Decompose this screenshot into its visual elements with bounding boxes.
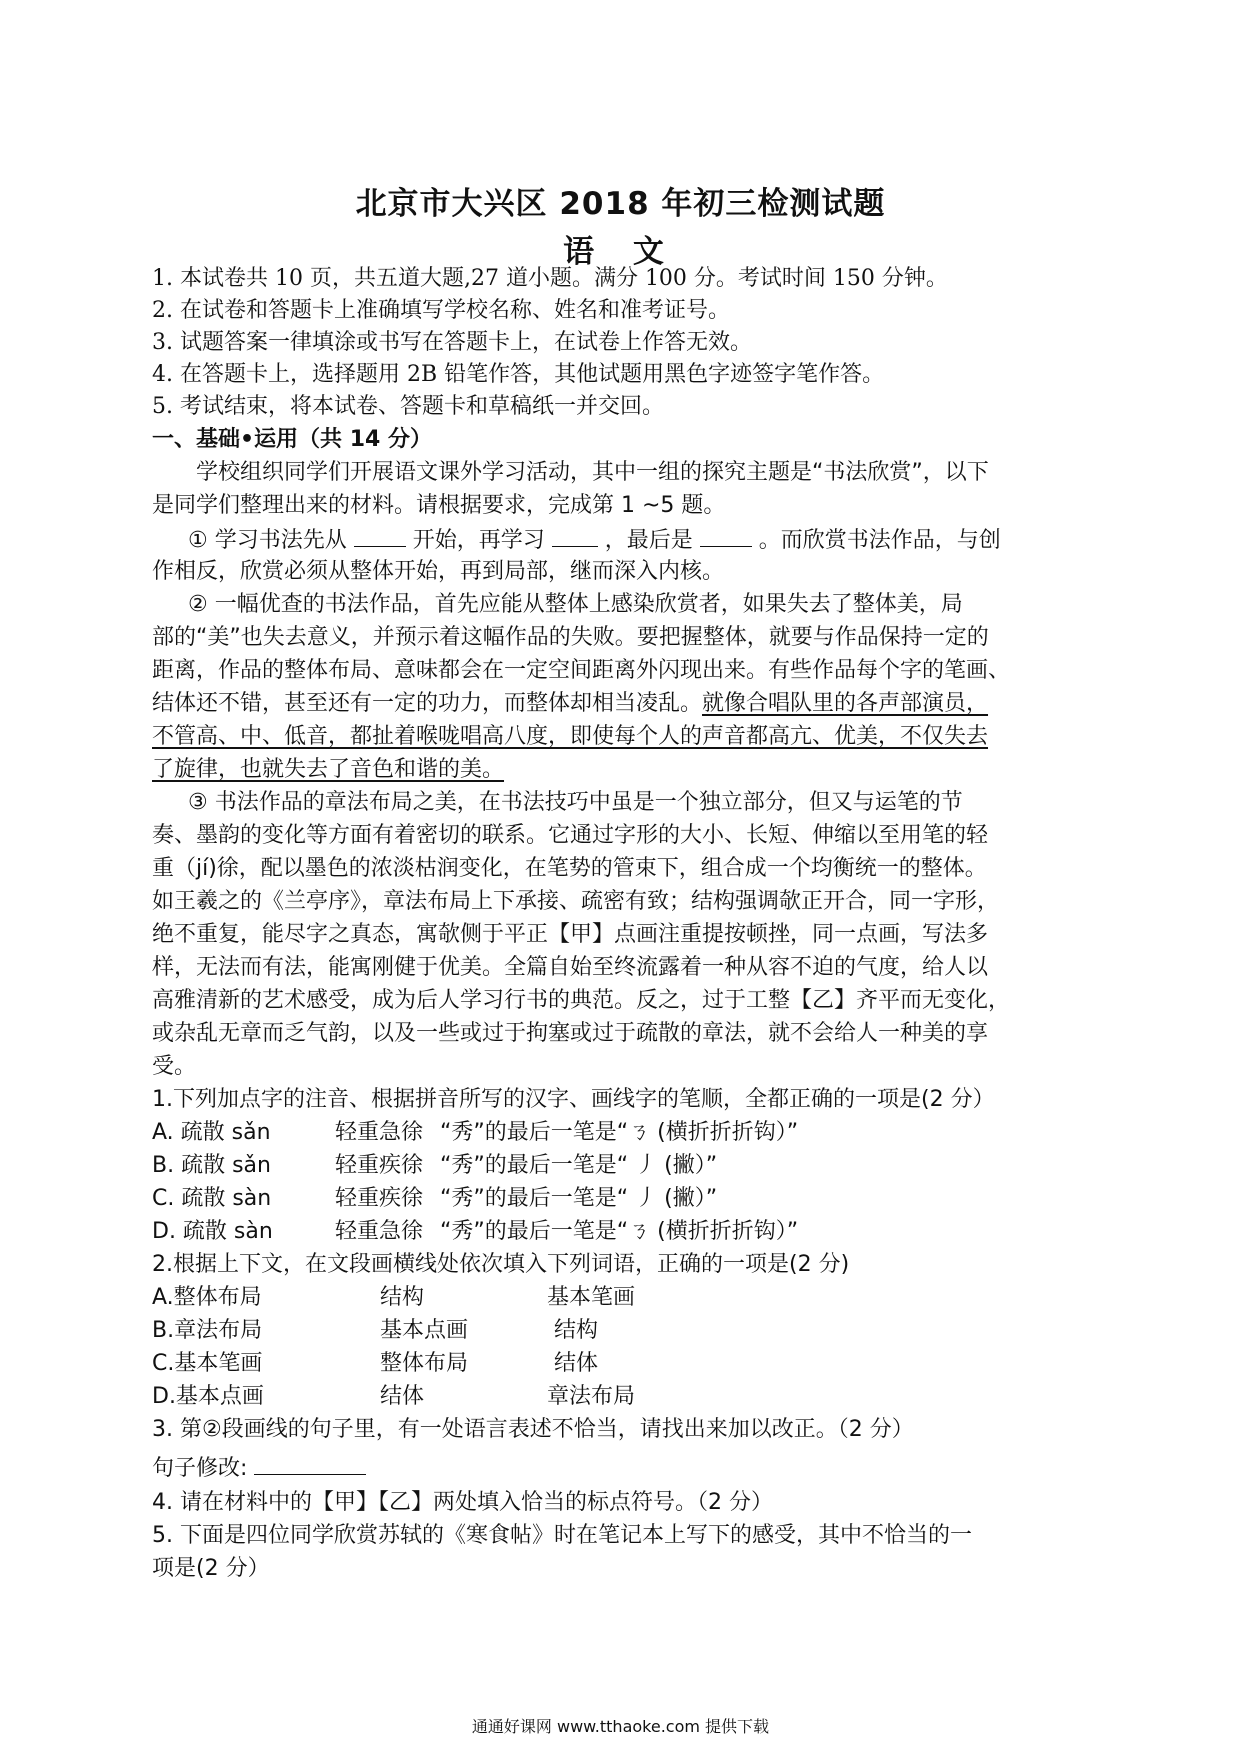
section-heading: 一、基础•运用（共 14 分） [152,427,432,452]
instruction-2: 2. 在试卷和答题卡上准确填写学校名称、姓名和准考证号。 [152,298,730,323]
q1-b-col3: “秀”的最后一笔是“ 丿 (撇）” [440,1153,718,1178]
q2-a-col3: 基本笔画 [547,1285,636,1310]
para2-line-3: 距离，作品的整体布局、意味都会在一定空间距离外闪现出来。有些作品每个字的笔画、 [152,658,1011,683]
para2-line-2: 部的“美”也失去意义，并预示着这幅作品的失败。要把握整体，就要与作品保持一定的 [152,625,989,650]
q1-b-col1: B. 疏散 sǎn [152,1153,271,1178]
q2-c-col2: 整体布局 [380,1351,469,1376]
intro-line-1: 学校组织同学们开展语文课外学习活动，其中一组的探究主题是“书法欣赏”，以下 [196,460,989,485]
para3-line-1: ③ 书法作品的章法布局之美，在书法技巧中虽是一个独立部分，但又与运笔的节 [188,790,963,815]
para2-underlined-line-6: 了旋律，也就失去了音色和谐的美。 [152,757,505,782]
para1-line-1 [188,524,1128,556]
q1-b-col2: 轻重疾徐 [335,1153,424,1178]
q1-d-col2: 轻重急徐 [335,1219,424,1244]
q3-answer-label: 句子修改: [152,1456,248,1481]
q2-b-col1: B.章法布局 [152,1318,263,1343]
q2-b-col2: 基本点画 [380,1318,469,1343]
instruction-4: 4. 在答题卡上，选择题用 2B 铅笔作答，其他试题用黑色字迹签字笔作答。 [152,362,885,387]
q2-a-col2: 结构 [380,1285,425,1310]
q1-a-col1: A. 疏散 sǎn [152,1120,271,1145]
q1-c-col2: 轻重疾徐 [335,1186,424,1211]
para1-text-d: 。而欣赏书法作品，与创 [758,528,1001,553]
q1-option-d [152,1217,1092,1247]
q1-c-col3: “秀”的最后一笔是“ 丿 (撇）” [440,1186,718,1211]
q2-a-col1: A.整体布局 [152,1285,262,1310]
q2-stem: 2.根据上下文，在文段画横线处依次填入下列词语，正确的一项是(2 分) [152,1252,850,1277]
q3-stem: 3. 第②段画线的句子里，有一处语言表述不恰当，请找出来加以改正。（2 分） [152,1417,914,1442]
blank-2 [552,524,598,547]
para3-line-5: 绝不重复，能尽字之真态，寓欹侧于平正【甲】点画注重提按顿挫，同一点画，写法多 [152,922,989,947]
q2-option-b [152,1316,1092,1346]
para2-line-4-plain: 结体还不错，甚至还有一定的功力，而整体却相当凌乱。 [152,691,703,716]
blank-3 [700,524,752,547]
q2-d-col3: 章法布局 [547,1384,636,1409]
q2-option-c [152,1349,1092,1379]
para2-line-4 [152,689,1092,719]
q1-d-col3: “秀”的最后一笔是“ㄋ (横折折折钩）” [440,1219,799,1244]
para3-line-3: 重（jí)徐，配以墨色的浓淡枯润变化，在笔势的管束下，组合成一个均衡统一的整体。 [152,856,987,881]
para3-line-7: 高雅清新的艺术感受，成为后人学习行书的典范。反之，过于工整【乙】齐平而无变化， [152,988,1011,1013]
q1-option-c [152,1184,1092,1214]
para2-underlined-line-5: 不管高、中、低音，都扯着喉咙唱高八度，即使每个人的声音都高亢、优美，不仅失去 [152,724,989,749]
para3-line-2: 奏、墨韵的变化等方面有着密切的联系。它通过字形的大小、长短、伸缩以至用笔的轻 [152,823,989,848]
para1-text-b: 开始，再学习 [412,528,545,553]
q5-stem-line-1: 5. 下面是四位同学欣赏苏轼的《寒食帖》时在笔记本上写下的感受，其中不恰当的一 [152,1523,972,1548]
para2-underlined-start: 就像合唱队里的各声部演员， [702,691,989,716]
q1-a-col2: 轻重急徐 [335,1120,424,1145]
q3-answer-line [152,1452,1092,1484]
q2-d-col1: D.基本点画 [152,1384,264,1409]
para3-line-9: 受。 [152,1054,197,1079]
q2-c-col3: 结体 [554,1351,599,1376]
q2-option-a [152,1283,1092,1313]
q4-stem: 4. 请在材料中的【甲】【乙】两处填入恰当的标点符号。（2 分） [152,1490,773,1515]
footer-credit: 通通好课网 www.tthaoke.com 提供下载 [471,1717,770,1736]
para1-line-2: 作相反，欣赏必须从整体开始，再到局部，继而深入内核。 [152,559,725,584]
para3-line-8: 或杂乱无章而乏气韵，以及一些或过于拘塞或过于疏散的章法，就不会给人一种美的享 [152,1021,989,1046]
instruction-3: 3. 试题答案一律填涂或书写在答题卡上，在试卷上作答无效。 [152,330,752,355]
q5-stem-line-2: 项是(2 分） [152,1556,270,1581]
q1-a-col3: “秀”的最后一笔是“ㄋ (横折折折钩）” [440,1120,799,1145]
para3-line-4: 如王羲之的《兰亭序》，章法布局上下承接、疏密有致；结构强调欹正开合，同一字形， [152,889,1000,914]
q1-option-a [152,1118,1092,1148]
para2-line-1: ② 一幅优查的书法作品，首先应能从整体上感染欣赏者，如果失去了整体美，局 [188,592,963,617]
q2-d-col2: 结体 [380,1384,425,1409]
q1-option-b [152,1151,1092,1181]
q2-c-col1: C.基本笔画 [152,1351,263,1376]
instruction-5: 5. 考试结束，将本试卷、答题卡和草稿纸一并交回。 [152,394,664,419]
exam-subject: 语 文 [563,234,678,270]
para1-text-c: ，最后是 [604,528,693,553]
exam-title: 北京市大兴区 2018 年初三检测试题 [355,186,886,222]
q2-b-col3: 结构 [554,1318,599,1343]
instruction-1: 1. 本试卷共 10 页，共五道大题,27 道小题。满分 100 分。考试时间 150 分钟。 [152,266,948,291]
intro-line-2: 是同学们整理出来的材料。请根据要求，完成第 1 ~5 题。 [152,493,726,518]
q1-stem: 1.下列加点字的注音、根据拼音所写的汉字、画线字的笔顺，全都正确的一项是(2 分） [152,1087,995,1112]
q2-option-d [152,1382,1092,1412]
blank-1 [354,524,406,547]
q1-d-col1: D. 疏散 sàn [152,1219,273,1244]
q3-answer-blank [254,1452,366,1475]
q1-c-col1: C. 疏散 sàn [152,1186,272,1211]
para3-line-6: 样，无法而有法，能寓刚健于优美。全篇自始至终流露着一种从容不迫的气度，给人以 [152,955,989,980]
para1-text-a: ① 学习书法先从 [188,528,347,553]
